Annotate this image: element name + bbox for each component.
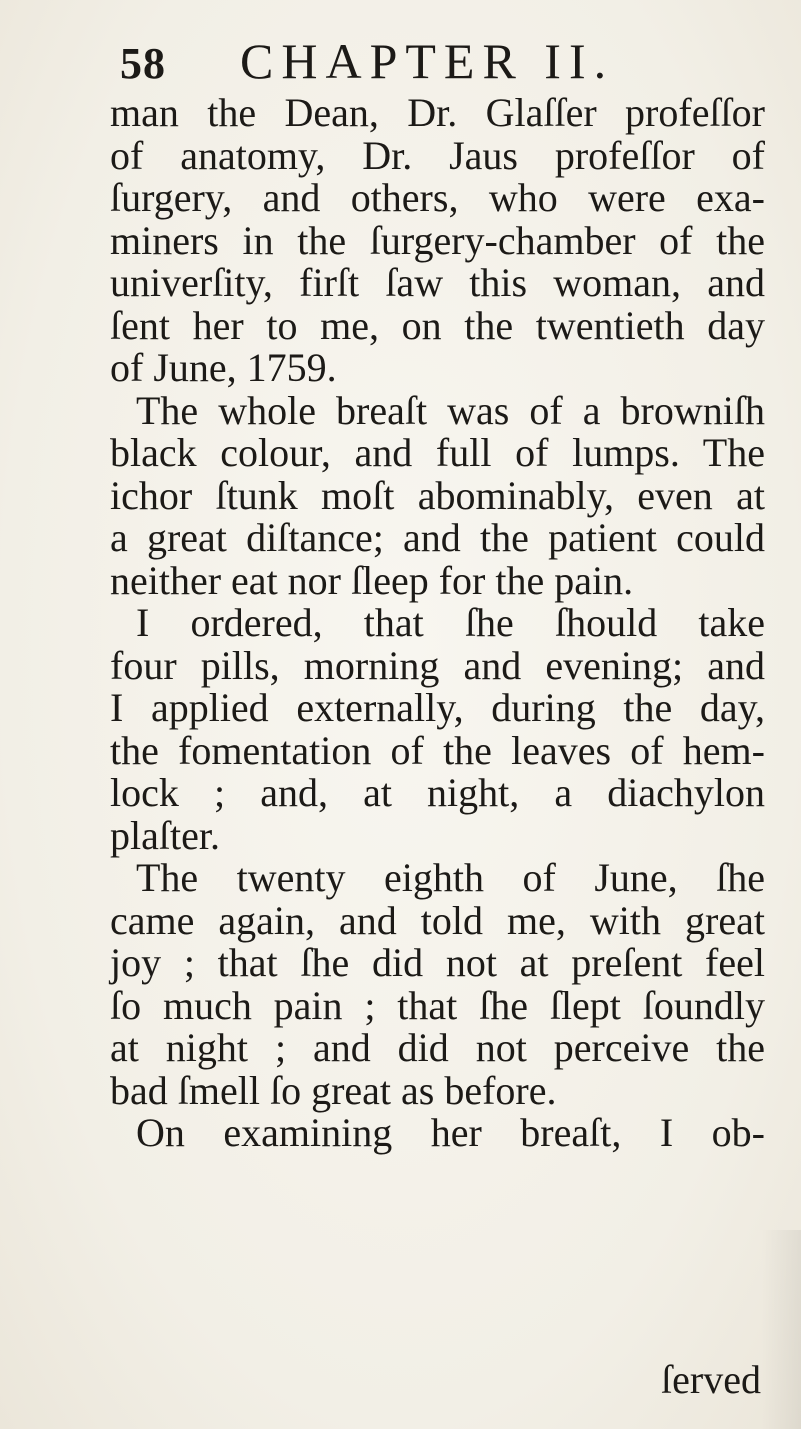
- page-number: 58: [120, 39, 166, 88]
- text-line: bad ſmell ſo great as before.: [110, 1067, 557, 1113]
- text-line: plaſter.: [110, 812, 220, 858]
- text-line: I ordered, that ſhe ſhould take: [136, 600, 765, 645]
- text-line: came again, and told me, with great: [110, 897, 765, 943]
- body-text: [110, 92, 765, 1155]
- text-line: at night ; and did not perceive the: [110, 1025, 765, 1070]
- text-line: four pills, morning and evening; and: [110, 642, 765, 688]
- text-line: I applied externally, during the day,: [110, 685, 765, 730]
- text-line: ichor ſtunk moſt abominably, even at: [110, 472, 765, 518]
- catchword: ſerved: [661, 1357, 761, 1402]
- text-line: neither eat nor ſleep for the pain.: [110, 557, 634, 603]
- text-line: The twenty eighth of June, ſhe: [136, 855, 765, 900]
- text-line: man the Dean, Dr. Glaſſer profeſſor: [110, 90, 765, 135]
- text-line: ſent her to me, on the twentieth day: [110, 302, 765, 348]
- text-line: univerſity, firſt ſaw this woman, and: [110, 260, 765, 305]
- text-line: ſo much pain ; that ſhe ſlept ſoundly: [110, 982, 765, 1028]
- text-line: of anatomy, Dr. Jaus profeſſor of: [110, 132, 765, 178]
- text-line: a great diſtance; and the patient could: [110, 515, 765, 560]
- page-edge-shadow: [761, 1230, 801, 1429]
- running-head: CHAPTER II.: [240, 33, 615, 89]
- page-header: [120, 32, 760, 88]
- text-line: miners in the ſurgery-chamber of the: [110, 217, 765, 263]
- text-line: the fomentation of the leaves of hem-: [110, 727, 765, 773]
- text-line: ſurgery, and others, who were exa-: [110, 175, 765, 220]
- text-line: of June, 1759.: [110, 345, 337, 390]
- text-line: black colour, and full of lumps. The: [110, 430, 765, 475]
- text-line: lock ; and, at night, a diachylon: [110, 770, 765, 815]
- text-line: On examining her breaſt, I ob-: [136, 1110, 765, 1155]
- text-line: The whole breaſt was of a browniſh: [136, 387, 765, 433]
- text-line: joy ; that ſhe did not at preſent feel: [110, 940, 765, 985]
